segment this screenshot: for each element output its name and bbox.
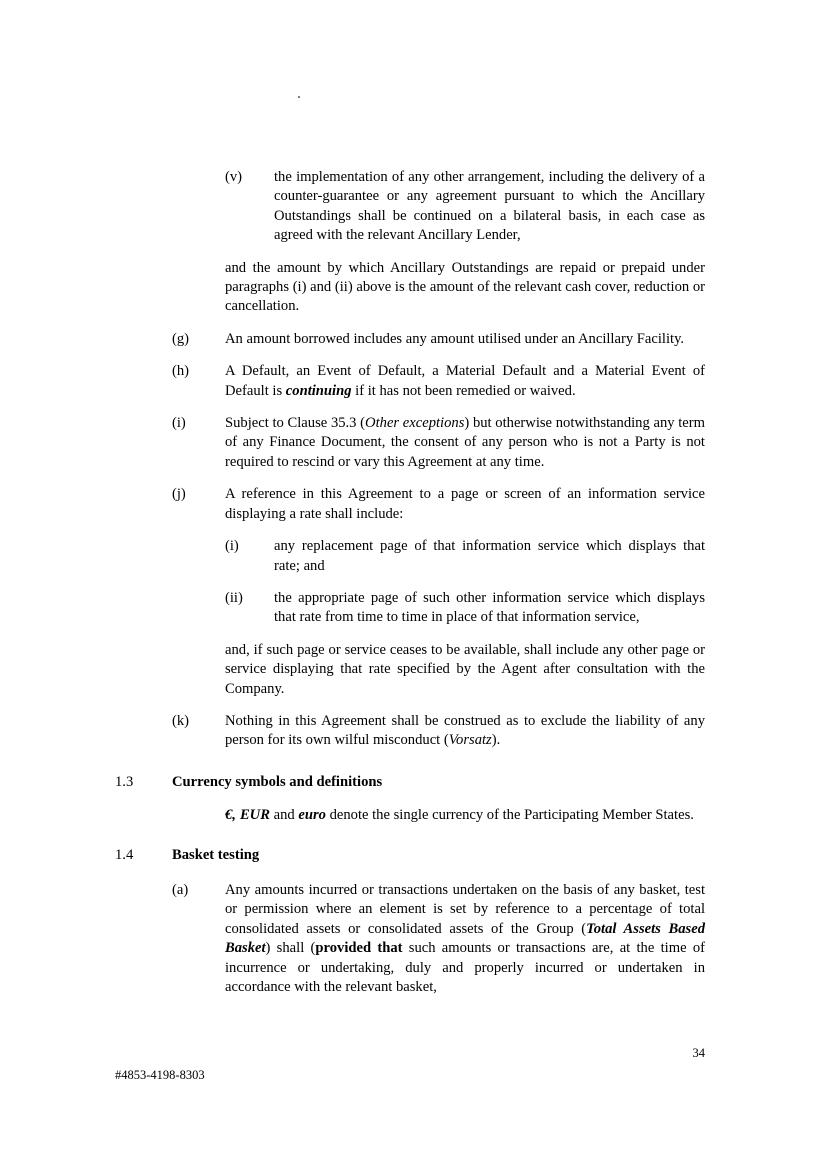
clause-k-part2: ). bbox=[491, 732, 501, 749]
clause-j-sub-i bbox=[115, 537, 705, 576]
clause-k-label: (k) bbox=[172, 712, 190, 729]
section-1-4-item-a-label: (a) bbox=[172, 881, 189, 898]
clause-i bbox=[115, 414, 705, 472]
section-1-4-heading: Basket testing bbox=[172, 846, 260, 863]
section-1-3 bbox=[115, 773, 705, 792]
item-a-emphasis1: Total Assets Based Basket bbox=[225, 920, 705, 957]
clause-h-label: (h) bbox=[172, 363, 190, 380]
item-a-part2: ) shall ( bbox=[265, 940, 316, 957]
clause-g-text: An amount borrowed includes any amount utilised under an Ancillary Facility. bbox=[225, 330, 685, 347]
currency-rest: denote the single currency of the Participating Member States. bbox=[325, 807, 694, 824]
clause-h-part1: A Default, an Event of Default, a Material Default and a Material Event of Default is bbox=[225, 363, 705, 399]
section-1-4-number: 1.4 bbox=[115, 846, 134, 863]
clause-j bbox=[115, 485, 705, 524]
clause-k bbox=[115, 712, 705, 751]
clause-i-emphasis: Other exceptions bbox=[365, 415, 465, 432]
clause-k-emphasis: Vorsatz bbox=[448, 732, 492, 749]
clause-k-part1: Nothing in this Agreement shall be construed as to exclude the liability of any person for its own wilful misconduct ( bbox=[225, 712, 705, 749]
clause-j-sub-i-text: any replacement page of that information service which displays that rate; and bbox=[274, 538, 705, 574]
clause-i-part2: ) but otherwise notwithstanding any term of any Finance Document, the consent of any person who is not a Party is not required to rescind or vary this Agreement at any time. bbox=[225, 415, 705, 470]
clause-h-text bbox=[115, 362, 705, 401]
clause-j-sub-ii bbox=[115, 589, 705, 628]
document-body bbox=[115, 168, 705, 1010]
page-number: 34 bbox=[692, 1046, 705, 1060]
clause-i-label: (i) bbox=[172, 415, 186, 432]
clause-h-part2: if it has not been remedied or waived. bbox=[351, 382, 576, 399]
clause-j-text: A reference in this Agreement to a page or screen of an information service displaying a rate shall include: bbox=[225, 486, 705, 522]
clause-j-label: (j) bbox=[172, 486, 186, 503]
section-1-4 bbox=[115, 846, 705, 865]
item-a-part1: Any amounts incurred or transactions undertaken on the basis of any basket, test or permission where an element is set by reference to a percentage of total consolidated assets or consolidated assets of the Group ( bbox=[225, 881, 705, 937]
document-reference: #4853-4198-8303 bbox=[115, 1068, 205, 1082]
clause-j-sub-ii-text: the appropriate page of such other information service which displays that rate from time to time in place of that information service, bbox=[274, 589, 705, 626]
clause-v-continuation: and the amount by which Ancillary Outstandings are repaid or prepaid under paragraphs (i) and (ii) above is the amount of the relevant cash cover, reduction or cancellation. bbox=[225, 259, 705, 315]
item-a-part3: such amounts or transactions are, at the time of incurrence or undertaking, duly and properly incurred or undertaken in accordance with the relevant basket, bbox=[225, 940, 705, 995]
clause-i-part1: Subject to Clause 35.3 ( bbox=[225, 415, 366, 432]
section-1-3-heading: Currency symbols and definitions bbox=[172, 773, 383, 790]
currency-symbol: €, bbox=[225, 807, 236, 824]
clause-k-text bbox=[115, 712, 705, 751]
clause-h bbox=[115, 362, 705, 401]
clause-v-label: (v) bbox=[225, 169, 243, 185]
currency-abbrev: EUR bbox=[239, 807, 270, 824]
clause-j-sub-ii-label: (ii) bbox=[225, 589, 243, 606]
clause-i-text bbox=[115, 414, 705, 472]
clause-j-continuation: and, if such page or service ceases to be available, shall include any other page or service displaying that rate specified by the Agent after consultation with the Company. bbox=[225, 641, 705, 697]
item-a-emphasis2: provided that bbox=[315, 940, 403, 957]
section-1-3-body bbox=[115, 806, 705, 825]
currency-connector: and bbox=[269, 807, 299, 824]
clause-j-sub-i-label: (i) bbox=[225, 538, 239, 555]
stray-mark bbox=[298, 96, 300, 98]
clause-v-text: the implementation of any other arrangement, including the delivery of a counter-guarantee or any agreement pursuant to which the Ancillary Outstandings shall be continued on a bilateral basis, in each case as agreed with the relevant Ancillary Lender, bbox=[274, 169, 705, 244]
currency-word: euro bbox=[298, 807, 326, 824]
section-1-3-number: 1.3 bbox=[115, 773, 134, 790]
section-1-4-item-a-text bbox=[115, 881, 705, 997]
clause-g-label: (g) bbox=[172, 330, 190, 347]
clause-g bbox=[115, 330, 705, 349]
clause-v bbox=[115, 168, 705, 246]
section-1-4-item-a bbox=[115, 881, 705, 997]
clause-h-emphasis: continuing bbox=[285, 382, 352, 399]
